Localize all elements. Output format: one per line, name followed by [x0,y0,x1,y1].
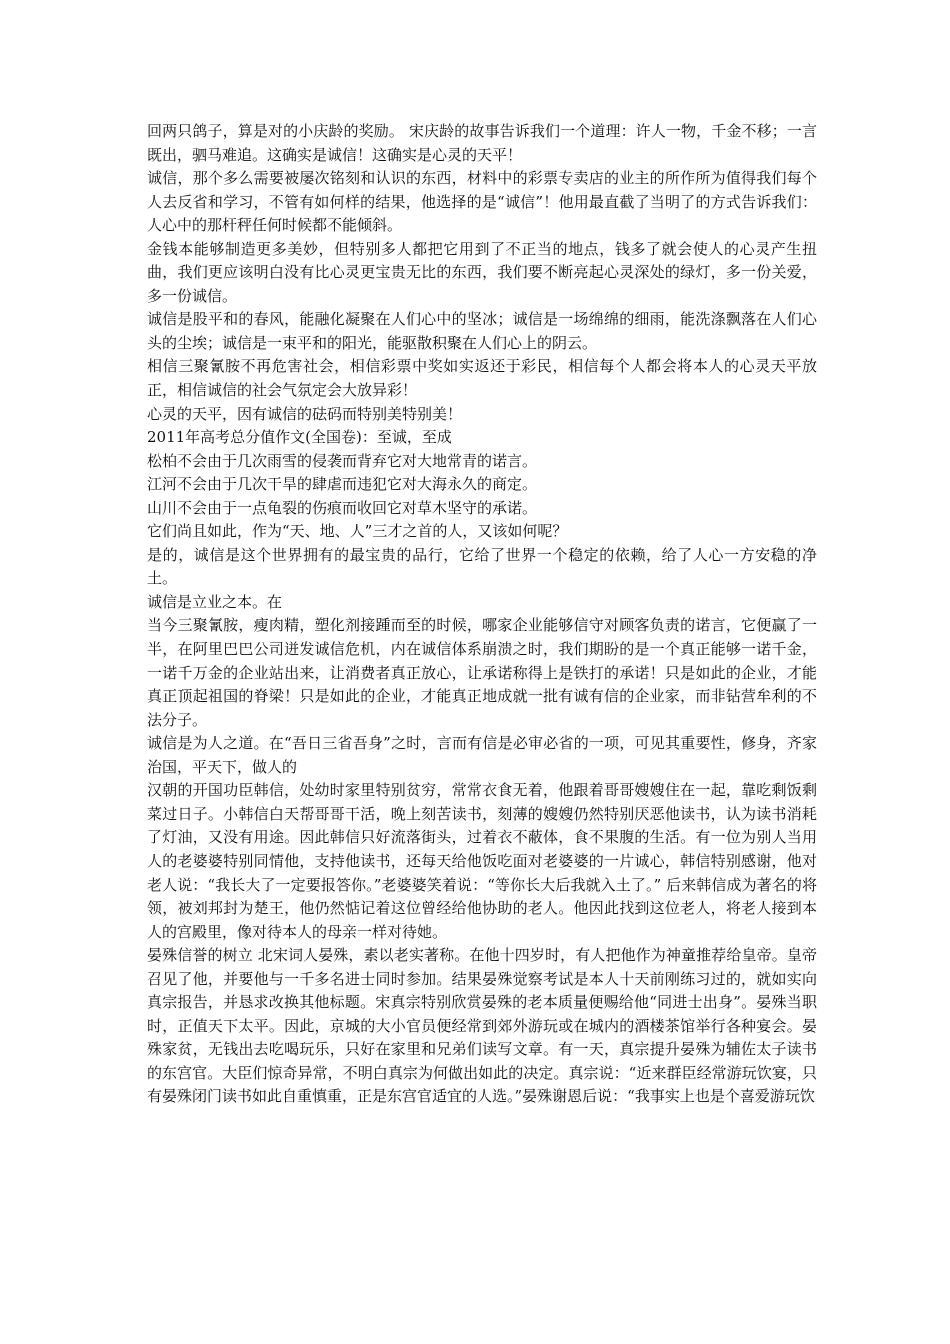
paragraph: 诚信是立业之本。在 [147,592,283,611]
paragraph: 回两只鸽子，算是对的小庆龄的奖励。 宋庆龄的故事告诉我们一个道理：许人一物，千金不移；一言既出，驷马难追。这确实是诚信！这确实是心灵的天平！ [147,122,817,164]
paragraph: 松柏不会由于几次雨雪的侵袭而背弃它对大地常青的诺言。 [147,451,538,470]
paragraph: 汉朝的开国功臣韩信，处幼时家里特别贫穷，常常衣食无着，他跟着哥哥嫂嫂住在一起，靠吃剩饭剩菜过日子。小韩信白天帮哥哥干活，晚上刻苦读书，刻薄的嫂嫂仍然特别厌恶他读书，认为读书消耗了灯油，又没有用途。因此韩信只好流落街头，过着衣不蔽体，食不果腹的生活。有一位为别人当用人的老婆婆特别同情他，支持他读书，还每天给他饭吃面对老婆婆的一片诚心，韩信特别感谢，他对老人说：“我长大了一定要报答你。”老婆婆笑着说：“等你长大后我就入土了。” 后来韩信成为著名的将领，被刘邦封为楚王，他仍然惦记着这位曾经给他协助的老人。他因此找到这位老人，将老人接到本人的宫殿里，像对待本人的母亲一样对待她。 [147,781,817,941]
paragraph: 金钱本能够制造更多美妙，但特别多人都把它用到了不正当的地点，钱多了就会使人的心灵产生扭曲，我们更应该明白没有比心灵更宝贵无比的东西，我们要不断亮起心灵深处的绿灯，多一份关爱，多一份诚信。 [147,239,817,305]
paragraph: 它们尚且如此，作为“天、地、人”三才之首的人，又该如何呢？ [147,522,568,541]
paragraph: 诚信是股平和的春风，能融化凝聚在人们心中的坚冰；诚信是一场绵绵的细雨，能洗涤飘落在人们心头的尘埃；诚信是一束平和的阳光，能驱散积聚在人们心上的阴云。 [147,310,817,352]
paragraph: 晏殊信誉的树立 北宋词人晏殊，素以老实著称。在他十四岁时，有人把他作为神童推荐给皇帝。皇帝召见了他，并要他与一千多名进士同时参加。结果晏殊觉察考试是本人十天前刚练习过的，就如实向真宗报告，并恳求改换其他标题。宋真宗特别欣赏晏殊的老本质量便赐给他“同进士出身”。晏殊当职时，正值天下太平。因此，京城的大小官员便经常到郊外游玩或在城内的酒楼茶馆举行各种宴会。晏殊家贫，无钱出去吃喝玩乐，只好在家里和兄弟们读写文章。有一天，真宗提升晏殊为辅佐太子读书的东宫官。大臣们惊奇异常，不明白真宗为何做出如此的决定。真宗说：“近来群臣经常游玩饮宴，只有晏殊闭门读书如此自重慎重，正是东宫官适宜的人选。”晏殊谢恩后说：“我事实上也是个喜爱游玩饮 [147,946,817,1106]
document-body [147,120,817,1109]
paragraph: 心灵的天平，因有诚信的砝码而特别美特别美！ [147,404,463,423]
section-heading: 2011年高考总分值作文(全国卷)：至诚，至成 [147,428,452,447]
paragraph: 当今三聚氰胺，瘦肉精，塑化剂接踵而至的时候，哪家企业能够信守对顾客负责的诺言，它便赢了一半，在阿里巴巴公司迸发诚信危机，内在诚信体系崩溃之时，我们期盼的是一个真正能够一诺千金，一诺千万金的企业站出来，让消费者真正放心，让承诺称得上是铁打的承诺！只是如此的企业，才能真正顶起祖国的脊梁！只是如此的企业，才能真正地成就一批有诚有信的企业家，而非钻营牟利的不法分子。 [147,616,817,729]
paragraph: 江河不会由于几次干旱的肆虐而违犯它对大海永久的商定。 [147,475,538,494]
paragraph: 诚信是为人之道。在“吾日三省吾身”之时，言而有信是必审必省的一项，可见其重要性，修身，齐家治国，平天下，做人的 [147,734,817,776]
paragraph: 相信三聚氰胺不再危害社会，相信彩票中奖如实返还于彩民，相信每个人都会将本人的心灵天平放正，相信诚信的社会气氛定会大放异彩！ [147,357,817,400]
paragraph: 是的，诚信是这个世界拥有的最宝贵的品行，它给了世界一个稳定的依赖，给了人心一方安稳的净土。 [147,545,817,588]
paragraph: 诚信，那个多么需要被屡次铭刻和认识的东西，材料中的彩票专卖店的业主的所作所为值得我们每个人去反省和学习，不管有如何样的结果，他选择的是“诚信”！他用最直截了当明了的方式告诉我们：人心中的那杆秤任何时候都不能倾斜。 [147,169,817,235]
paragraph: 山川不会由于一点龟裂的伤痕而收回它对草木坚守的承诺。 [147,498,538,517]
